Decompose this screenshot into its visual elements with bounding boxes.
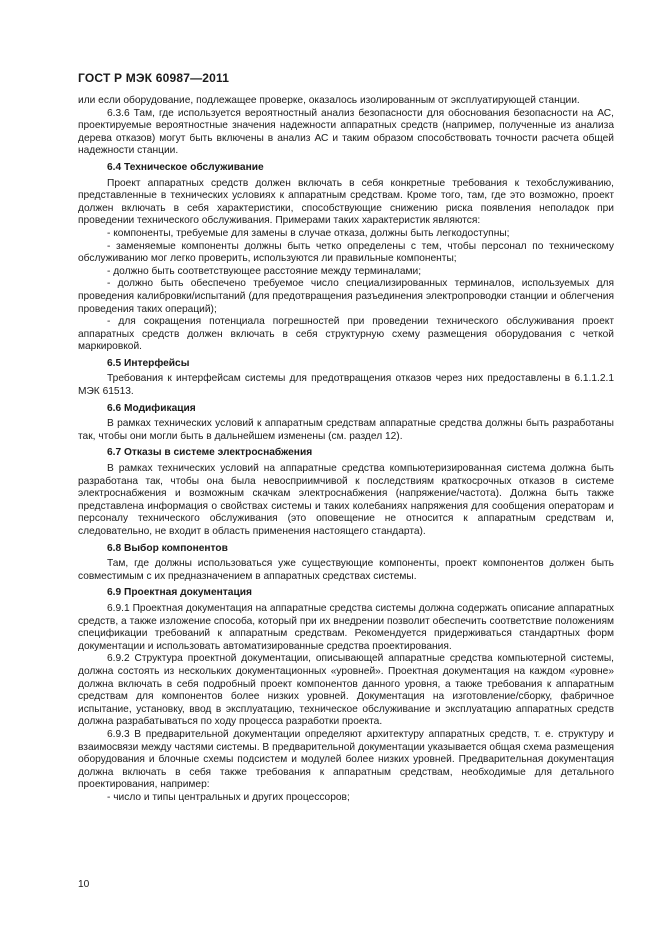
paragraph: Там, где должны использоваться уже существующие компоненты, проект компонентов должен быть совместимым с их предназначением в аппаратных средствах системы. <box>78 558 614 582</box>
page-number: 10 <box>78 879 90 890</box>
section-heading-6-6: 6.6 Модификация <box>107 402 196 414</box>
list-item: - для сокращения потенциала погрешностей при проведении технического обслуживания проект аппаратных средств должен включать в себя структурную схему размещения оборудования с четкой маркировкой. <box>78 316 614 353</box>
paragraph: Требования к интерфейсам системы для предотвращения отказов через них предоставлены в 6.1.1.2.1 МЭК 61513. <box>78 373 614 398</box>
document-header: ГОСТ Р МЭК 60987—2011 <box>78 71 230 85</box>
document-body <box>78 95 614 804</box>
paragraph: Проект аппаратных средств должен включать в себя конкретные требования к техобслуживанию, представленные в технических условиях к аппаратным средствам. Кроме того, там, где это возможно, проект должен включать в себя характеристики, способствующие снижению риска появления неполадок при проведении технического обслуживания. Примерами таких характеристик являются: <box>78 177 614 227</box>
paragraph: 6.9.2 Структура проектной документации, описывающей аппаратные средства компьютерной системы, должна состоять из нескольких документационных «уровней». Проектная документация на каждом «уровне» должна включать в себя подробный проект компонентов данного уровня, а также требования к аппаратным средствам для компонентов более низких уровней. Документация на изготовление/сборку, фабричное испытание, установку, ввод в эксплуатацию, техническое обслуживание и эксплуатацию аппаратных средств должна разрабатываться по ходу процесса разработки проекта. <box>78 653 614 728</box>
paragraph: 6.9.1 Проектная документация на аппаратные средства системы должна содержать описание аппаратных средств, а также изложение способа, который при их внедрении позволит обеспечить соответствие положениям спецификации требований к аппаратным средствам. Рекомендуется придерживаться стандартных форм документации и использовать автоматизированные средства проектирования. <box>78 602 614 652</box>
section-heading-6-8: 6.8 Выбор компонентов <box>107 542 228 554</box>
section-heading-6-7: 6.7 Отказы в системе электроснабжения <box>107 447 313 459</box>
paragraph: или если оборудование, подлежащее проверке, оказалось изолированным от эксплуатирующей станции. <box>78 95 580 106</box>
list-item: - должно быть соответствующее расстояние между терминалами; <box>107 265 422 277</box>
paragraph: В рамках технических условий на аппаратные средства компьютеризированная система должна быть разработана так, чтобы она была невосприимчивой к последствиям краткосрочных отказов в системе электроснабжения и возможным скачкам электроснабжения (напряжение/частота). Должна быть также представлена информация о свойствах системы и таких колебаниях напряжения для сообщения операторам и персоналу технического обслуживания (это оповещение не относится к аппаратным средствам и, следовательно, не входит в область применения настоящего стандарта). <box>78 463 614 537</box>
list-item: - компоненты, требуемые для замены в случае отказа, должны быть легкодоступны; <box>107 227 510 239</box>
paragraph: 6.9.3 В предварительной документации определяют архитектуру аппаратных средств, т. е. структуру и взаимосвязи между частями системы. В предварительной документации указывается общая схема размещения оборудования и блочные схемы подсистем и модулей более низких уровней. Предварительная документация должна включать в себя также требования к аппаратным средствам, необходимые для детального проектирования, например: <box>78 728 614 791</box>
paragraph: В рамках технических условий к аппаратным средствам аппаратные средства должны быть разработаны так, чтобы они могли быть в дальнейшем изменены (см. раздел 12). <box>78 418 614 442</box>
section-heading-6-5: 6.5 Интерфейсы <box>107 357 190 369</box>
section-heading-6-4: 6.4 Техническое обслуживание <box>107 161 264 173</box>
section-heading-6-9: 6.9 Проектная документация <box>107 587 252 599</box>
paragraph: 6.3.6 Там, где используется вероятностный анализ безопасности для обоснования безопасности на АС, проектируемые вероятностные значения надежности аппаратных средств (например, полученные из анализа дерева отказов) могут быть включены в анализ АС и таким образом способствовать точности расчета общей надежности станции. <box>78 107 614 157</box>
list-item: - число и типы центральных и других процессоров; <box>107 791 350 803</box>
list-item: - должно быть обеспечено требуемое число специализированных терминалов, используемых для проведения калибровки/испытаний (для предотвращения разъединения электропроводки станции и облегчения проведения таких операций); <box>78 278 614 315</box>
list-item: - заменяемые компоненты должны быть четко определены с тем, чтобы персонал по техническому обслуживанию мог легко проверить, используются ли правильные компоненты; <box>78 240 614 265</box>
